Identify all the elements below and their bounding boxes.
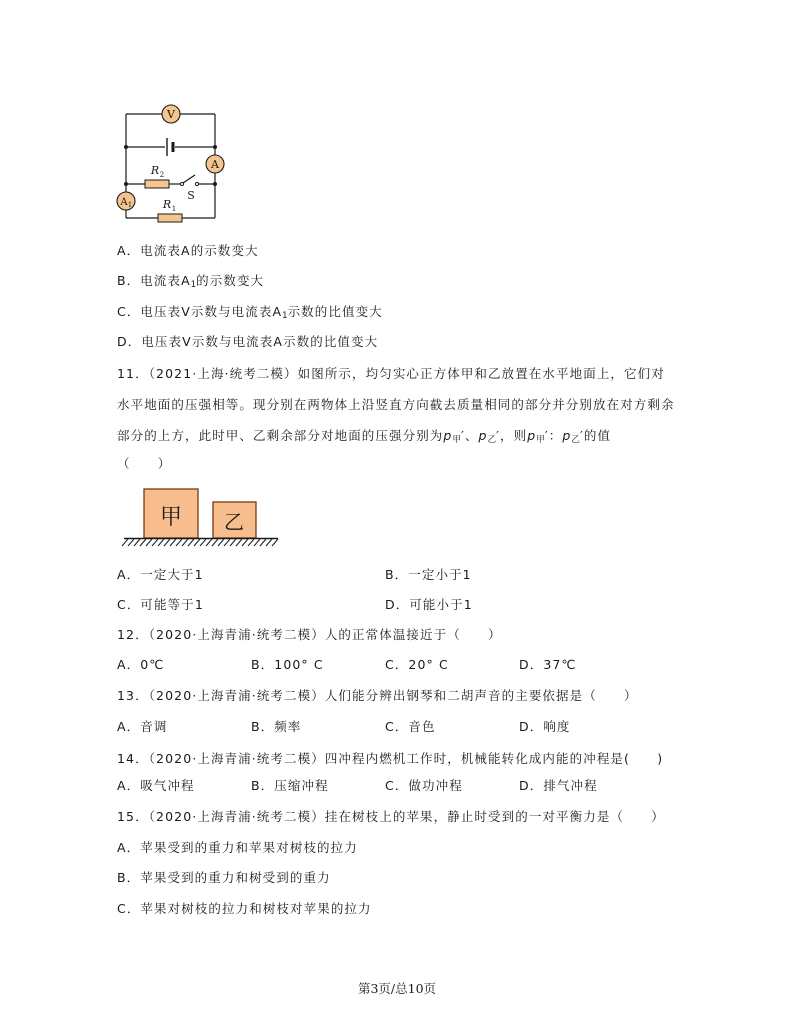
q12-stem: 12．（2020·上海青浦·统考二模）人的正常体温接近于（ ） [117,627,502,642]
pressure-subscript-jia: 甲 [452,435,461,445]
hatch-line [194,539,200,546]
q10-option-b-text: B．电流表A [117,273,191,288]
q13-option-b: B．频率 [251,719,302,734]
q14-stem: 14．（2020·上海青浦·统考二模）四冲程内燃机工作时，机械能转化成内能的冲程是( ) [117,751,664,766]
hatch-line [122,539,128,546]
q12-option-c: C．20° C [385,657,449,672]
q11-option-b: B．一定小于1 [385,567,472,582]
q11-option-c: C．可能等于1 [117,597,204,612]
hatch-line [152,539,158,546]
page-number: 第3页/总10页 [357,981,437,996]
q14-option-b: B．压缩冲程 [251,778,329,793]
hatch-line [128,539,134,546]
hatch-line [188,539,194,546]
hatch-line [134,539,140,546]
hatch-line [260,539,266,546]
switch-lever [183,175,195,183]
hatch-line [212,539,218,546]
pressure-subscript-yi: 乙 [571,435,580,445]
cube-yi-label: 乙 [224,510,244,534]
ammeter-a1-subscript: 1 [127,201,133,209]
r2-label: R [150,164,160,177]
switch-label: S [187,189,195,202]
junction-dot [213,145,217,149]
hatch-line [206,539,212,546]
hatch-line [200,539,206,546]
q10-option-b-subscript: 1 [190,280,197,290]
prime-mark: ′ [579,428,584,443]
ground-hatching [122,539,278,546]
q12-option-d: D．37℃ [519,657,577,672]
hatch-line [230,539,236,546]
hatch-line [266,539,272,546]
ammeter-a1-label: A [120,197,128,208]
separator: 、 [464,428,479,443]
q11-stem-line3-text: 部分的上方，此时甲、乙剩余部分对地面的压强分别为 [117,428,444,443]
hatch-line [224,539,230,546]
junction-dot [213,182,217,186]
cubes-figure [118,482,284,552]
q11-stem-line2: 水平地面的压强相等。现分别在两物体上沿竖直方向截去质量相同的部分并分别放在对方剩余 [117,397,675,412]
q15-option-a: A．苹果受到的重力和苹果对树枝的拉力 [117,840,358,855]
q10-option-b-tail: 的示数变大 [196,273,265,288]
q15-option-c: C．苹果对树枝的拉力和树枝对苹果的拉力 [117,901,372,916]
q14-option-a: A．吸气冲程 [117,778,195,793]
hatch-line [140,539,146,546]
hatch-line [158,539,164,546]
q11-stem-line3-then: ，则 [500,428,528,443]
junction-dot [124,182,128,186]
pressure-subscript-jia: 甲 [536,435,545,445]
q10-option-c-text: C．电压表V示数与电流表A [117,304,283,319]
resistor-r2 [145,180,169,188]
q11-stem-line3 [117,428,611,448]
pressure-symbol: p [527,428,537,443]
q15-option-b: B．苹果受到的重力和树受到的重力 [117,870,331,885]
r1-subscript: 1 [171,205,177,213]
q13-option-d: D．响度 [519,719,571,734]
pressure-symbol: p [443,428,453,443]
q15-stem: 15．（2020·上海青浦·统考二模）挂在树枝上的苹果，静止时受到的一对平衡力是（ ） [117,809,665,824]
q11-stem-line3-tail: 的值 [583,428,612,443]
hatch-line [254,539,260,546]
ammeter-a-label: A [211,158,219,171]
q13-option-c: C．音色 [385,719,436,734]
hatch-line [272,539,278,546]
q11-stem-line1: 11．（2021·上海·统考二模）如图所示，均匀实心正方体甲和乙放置在水平地面上，它们对 [117,366,665,381]
resistor-r1 [158,214,182,222]
hatch-line [242,539,248,546]
hatch-line [176,539,182,546]
hatch-line [146,539,152,546]
q14-option-d: D．排气冲程 [519,778,598,793]
q14-option-c: C．做功冲程 [385,778,463,793]
junction-dot [124,145,128,149]
hatch-line [182,539,188,546]
q13-stem: 13．（2020·上海青浦·统考二模）人们能分辨出钢琴和二胡声音的主要依据是（ ） [117,688,638,703]
hatch-line [170,539,176,546]
q11-option-d: D．可能小于1 [385,597,473,612]
prime-mark: ′ [496,428,501,443]
q12-option-b: B．100° C [251,657,324,672]
hatch-line [248,539,254,546]
q10-option-c-subscript: 1 [282,311,288,321]
hatch-line [218,539,224,546]
q10-option-a: A．电流表A的示数变大 [117,243,259,258]
q10-option-c [117,304,383,324]
switch-contact [195,182,198,185]
r1-label: R [162,198,172,211]
pressure-symbol: p [478,428,488,443]
circuit-diagram [112,96,240,230]
q10-option-d: D．电压表V示数与电流表A示数的比值变大 [117,334,379,349]
prime-mark: ′ [460,428,465,443]
prime-mark: ′ [544,428,549,443]
cube-jia-label: 甲 [159,505,183,530]
pressure-subscript-yi: 乙 [487,435,497,445]
q10-option-b [117,273,264,293]
q11-option-a: A．一定大于1 [117,567,204,582]
ratio-colon: ： [548,428,563,443]
voltmeter-label: V [167,108,175,121]
q12-option-a: A．0℃ [117,657,165,672]
q11-answer-blank: （ ） [117,456,172,471]
r2-subscript: 2 [159,171,165,179]
q13-option-a: A．音调 [117,719,168,734]
pressure-symbol: p [562,428,572,443]
hatch-line [164,539,170,546]
hatch-line [236,539,242,546]
q10-option-c-tail: 示数的比值变大 [287,304,383,319]
